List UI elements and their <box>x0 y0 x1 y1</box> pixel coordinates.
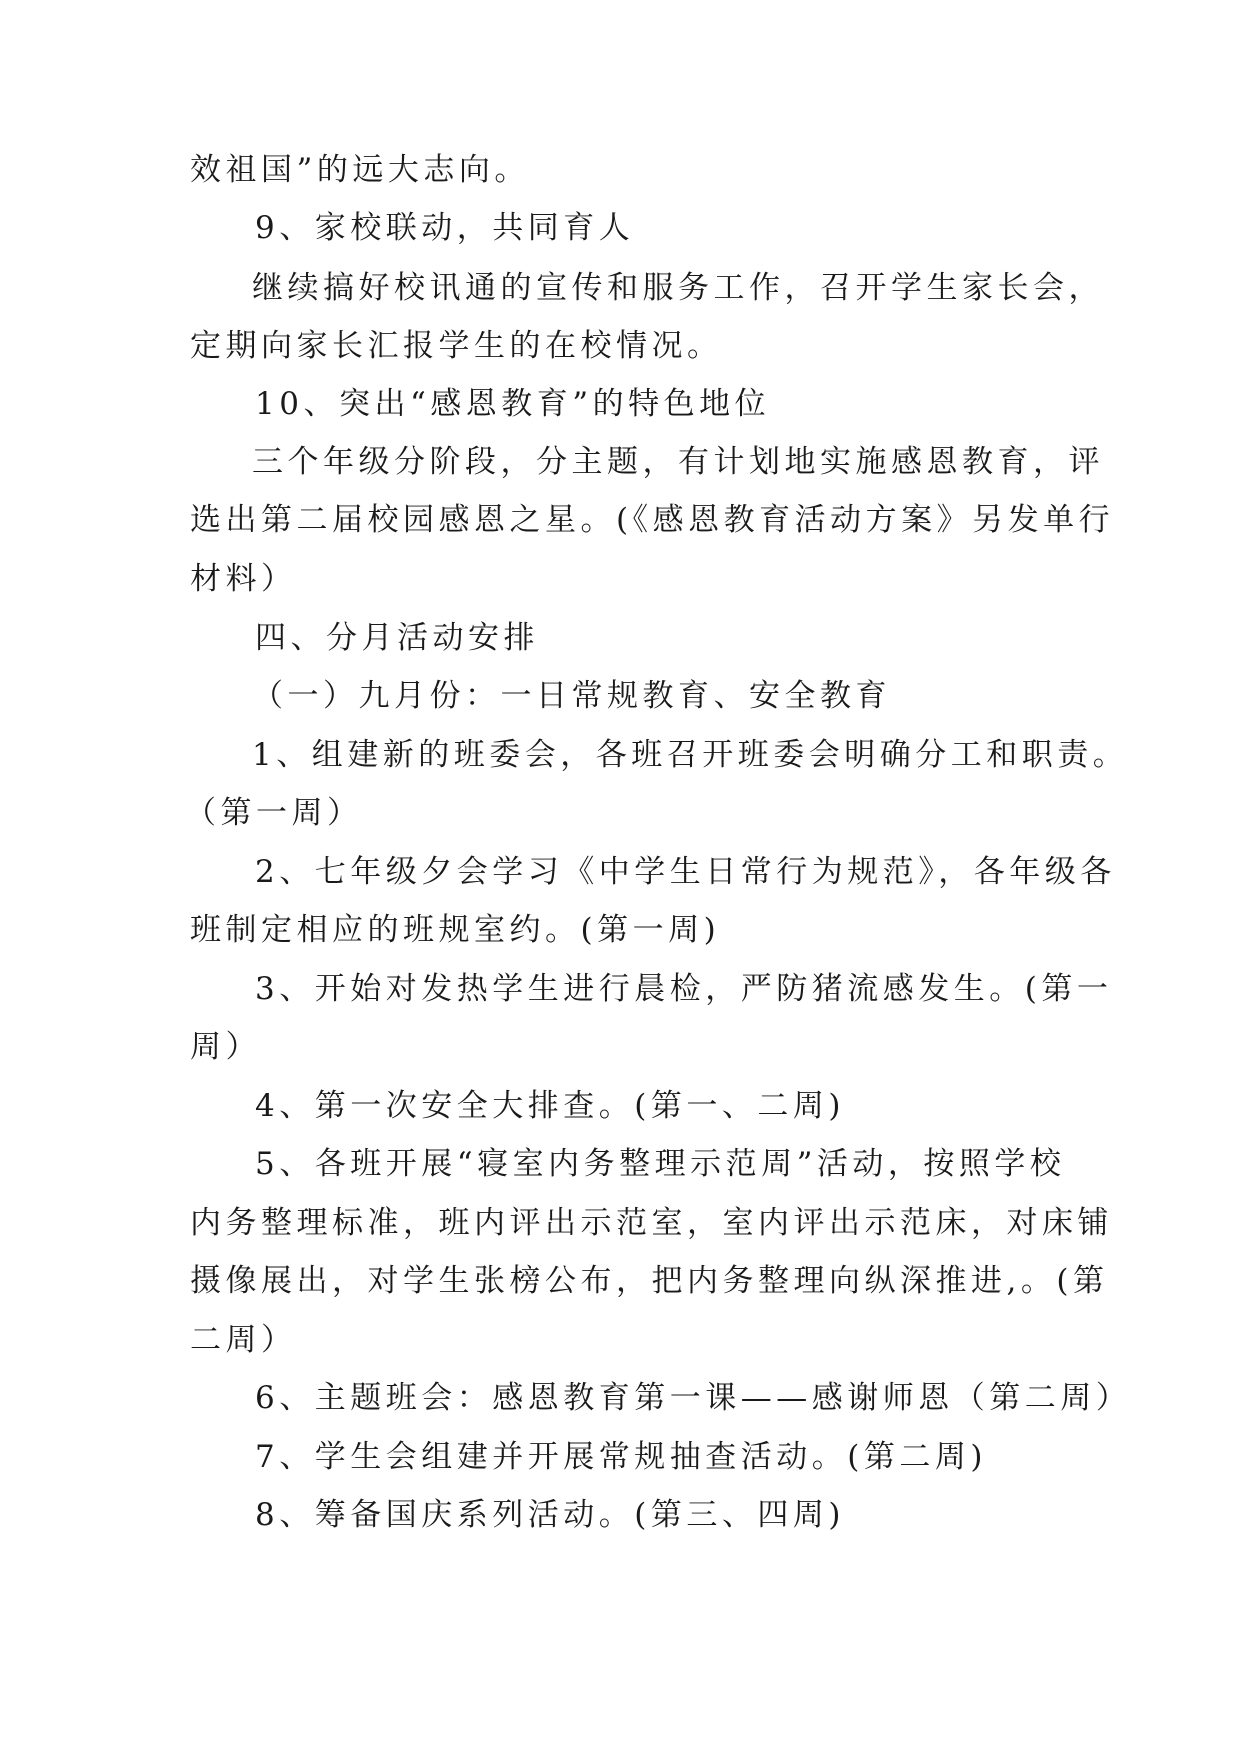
list-item-3: 3、开始对发热学生进行晨检，严防猪流感发生。(第一 <box>255 971 1113 1007</box>
paragraph-line: 班制定相应的班规室约。(第一周) <box>190 912 721 948</box>
paragraph-line: 定期向家长汇报学生的在校情况。 <box>190 328 723 364</box>
section-heading-10: 10、突出“感恩教育”的特色地位 <box>255 386 771 422</box>
paragraph-line: 选出第二届校园感恩之星。(《感恩教育活动方案》另发单行 <box>190 502 1115 538</box>
paragraph-line: 材料） <box>190 561 297 597</box>
paragraph-line: 继续搞好校讯通的宣传和服务工作，召开学生家长会， <box>252 270 1104 306</box>
list-item-8: 8、筹备国庆系列活动。(第三、四周) <box>255 1497 845 1533</box>
subsection-heading-september: （一）九月份：一日常规教育、安全教育 <box>252 678 891 714</box>
paragraph-line: 周） <box>190 1029 261 1065</box>
paragraph-line: 效祖国”的远大志向。 <box>190 152 530 188</box>
list-item-7: 7、学生会组建并开展常规抽查活动。(第二周) <box>255 1439 987 1475</box>
paragraph-line: （第一周） <box>185 795 363 831</box>
section-heading-4: 四、分月活动安排 <box>255 620 539 656</box>
paragraph-line: 摄像展出，对学生张榜公布，把内务整理向纵深推进,。(第 <box>190 1263 1109 1299</box>
paragraph-line: 内务整理标准，班内评出示范室，室内评出示范床，对床铺 <box>190 1205 1113 1241</box>
paragraph-line: 三个年级分阶段，分主题，有计划地实施感恩教育，评 <box>252 444 1104 480</box>
list-item-5: 5、各班开展“寝室内务整理示范周”活动，按照学校 <box>255 1146 1066 1182</box>
list-item-6: 6、主题班会：感恩教育第一课——感谢师恩（第二周） <box>255 1380 1132 1416</box>
list-item-1: 1、组建新的班委会，各班召开班委会明确分工和职责。 <box>252 737 1129 773</box>
paragraph-line: 二周） <box>190 1322 297 1358</box>
section-heading-9: 9、家校联动，共同育人 <box>255 210 635 246</box>
list-item-2: 2、七年级夕会学习《中学生日常行为规范》，各年级各 <box>255 854 1116 890</box>
list-item-4: 4、第一次安全大排查。(第一、二周) <box>255 1088 845 1124</box>
